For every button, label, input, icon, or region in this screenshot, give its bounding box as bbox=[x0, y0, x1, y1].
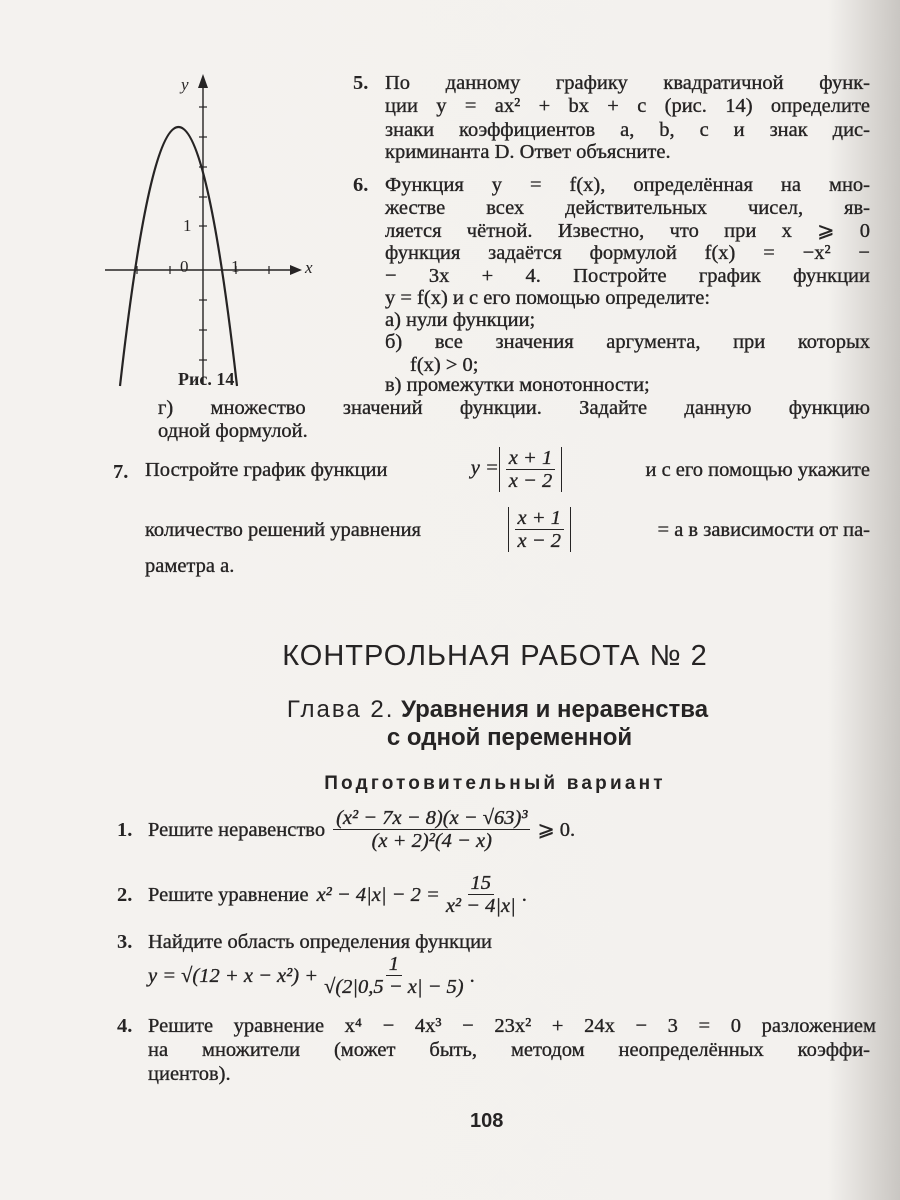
fraction-numerator: 1 bbox=[386, 953, 402, 976]
chapter-heading bbox=[0, 696, 900, 724]
fraction-denominator: x − 2 bbox=[517, 530, 561, 552]
problem-6-line: Функция y = f(x), определённая на мно- bbox=[385, 174, 870, 196]
fraction-numerator: (x² − 7x − 8)(x − √63)³ bbox=[333, 807, 530, 830]
problem-7-line-1 bbox=[145, 447, 870, 492]
axis-y-label: y bbox=[181, 75, 189, 94]
x-axis-arrow-icon bbox=[290, 265, 302, 275]
problem-7-text: и с его помощью укажите bbox=[645, 458, 870, 481]
task-3-text: Найдите область определения функции bbox=[148, 931, 493, 953]
problem-6-subitem-b: б) все значения аргумента, при которых bbox=[385, 331, 870, 353]
task-4-line: циентов). bbox=[148, 1063, 231, 1085]
task-3-formula bbox=[148, 953, 475, 998]
task-1-number: 1. bbox=[117, 819, 133, 841]
task-1 bbox=[148, 807, 575, 852]
fraction-denominator: √(2|0,5 − x| − 5) bbox=[324, 976, 464, 998]
y-axis-arrow-icon bbox=[198, 74, 208, 88]
fraction-denominator: x − 2 bbox=[508, 470, 553, 492]
abs-fraction bbox=[508, 507, 571, 552]
abs-fraction bbox=[499, 447, 562, 492]
problem-6-line: ляется чётной. Известно, что при x ⩾ 0 bbox=[385, 220, 870, 242]
problem-7-formula bbox=[471, 447, 563, 492]
problem-6-subitem-g: г) множество значений функции. Задайте данную функцию bbox=[158, 397, 870, 419]
problem-7-text: Постройте график функции bbox=[145, 458, 388, 481]
fraction-denominator: x² − 4|x| bbox=[445, 895, 516, 917]
problem-7-text: количество решений уравнения bbox=[145, 518, 421, 541]
problem-5-line: По данному графику квадратичной функ- bbox=[385, 72, 870, 94]
task-3-number: 3. bbox=[117, 931, 133, 953]
fraction-numerator: 15 bbox=[468, 872, 495, 895]
problem-6-subitem-v: в) промежутки монотонности; bbox=[385, 374, 650, 396]
problem-5-line: криминанта D. Ответ объясните. bbox=[385, 141, 671, 163]
tick-x-label: 1 bbox=[231, 257, 240, 276]
test-title: КОНТРОЛЬНАЯ РАБОТА № 2 bbox=[282, 640, 708, 672]
fraction-numerator: x + 1 bbox=[515, 507, 564, 530]
task-text: Решите уравнение bbox=[148, 883, 309, 906]
problem-6-line: функция задаётся формулой f(x) = −x² − bbox=[385, 242, 870, 264]
chapter-title: Уравнения и неравенства bbox=[401, 696, 709, 723]
problem-7-line-3: раметра a. bbox=[145, 555, 235, 577]
task-2 bbox=[148, 872, 527, 917]
parabola-curve bbox=[120, 127, 237, 386]
chapter-heading-line-2 bbox=[12, 724, 900, 752]
task-text: Решите неравенство bbox=[148, 818, 326, 841]
parabola-graph bbox=[0, 0, 340, 400]
formula-lhs: y = √(12 + x − x²) + bbox=[148, 964, 319, 987]
task-4-number: 4. bbox=[117, 1015, 133, 1037]
task-4-line: на множители (может быть, методом неопределённых коэффи- bbox=[148, 1039, 870, 1061]
chapter-title: с одной переменной bbox=[386, 724, 633, 751]
task-tail: ⩾ 0. bbox=[537, 818, 576, 841]
problem-5-line: ции y = ax² + bx + c (рис. 14) определите bbox=[385, 95, 870, 117]
problem-7-line-2 bbox=[145, 507, 870, 552]
task-tail: . bbox=[521, 883, 527, 906]
fraction-numerator: x + 1 bbox=[506, 447, 555, 470]
variant-heading: Подготовительный вариант bbox=[324, 773, 666, 794]
formula-lhs: x² − 4|x| − 2 = bbox=[316, 883, 440, 906]
problem-7-text: = a в зависимости от па- bbox=[657, 518, 870, 541]
task-tail: . bbox=[469, 964, 475, 987]
problem-6-line: − 3x + 4. Постройте график функции bbox=[385, 265, 870, 287]
problem-6-subitem-b-cont: f(x) > 0; bbox=[410, 354, 479, 376]
task-2-number: 2. bbox=[117, 884, 133, 906]
problem-6-number: 6. bbox=[353, 174, 369, 196]
problem-5-number: 5. bbox=[353, 72, 369, 94]
axis-x-label: x bbox=[305, 258, 313, 277]
chapter-label: Глава 2. bbox=[286, 696, 395, 723]
origin-label: 0 bbox=[180, 257, 189, 276]
page-number: 108 bbox=[470, 1110, 504, 1132]
problem-7-number: 7. bbox=[113, 461, 129, 483]
problem-6-line: жестве всех действительных чисел, яв- bbox=[385, 197, 870, 219]
problem-6-line: y = f(x) и с его помощью определите: bbox=[385, 287, 711, 309]
problem-5-line: знаки коэффициентов a, b, c и знак дис- bbox=[385, 119, 870, 141]
problem-6-line: одной формулой. bbox=[158, 420, 308, 442]
task-4-line: Решите уравнение x⁴ − 4x³ − 23x² + 24x − 3 = 0 разложением bbox=[148, 1015, 876, 1037]
fraction-denominator: (x + 2)²(4 − x) bbox=[371, 830, 492, 852]
tick-y-label: 1 bbox=[183, 216, 192, 235]
problem-6-subitem-a: а) нули функции; bbox=[385, 309, 536, 331]
figure-caption: Рис. 14 bbox=[178, 369, 235, 389]
formula-lhs: y = bbox=[470, 457, 499, 480]
